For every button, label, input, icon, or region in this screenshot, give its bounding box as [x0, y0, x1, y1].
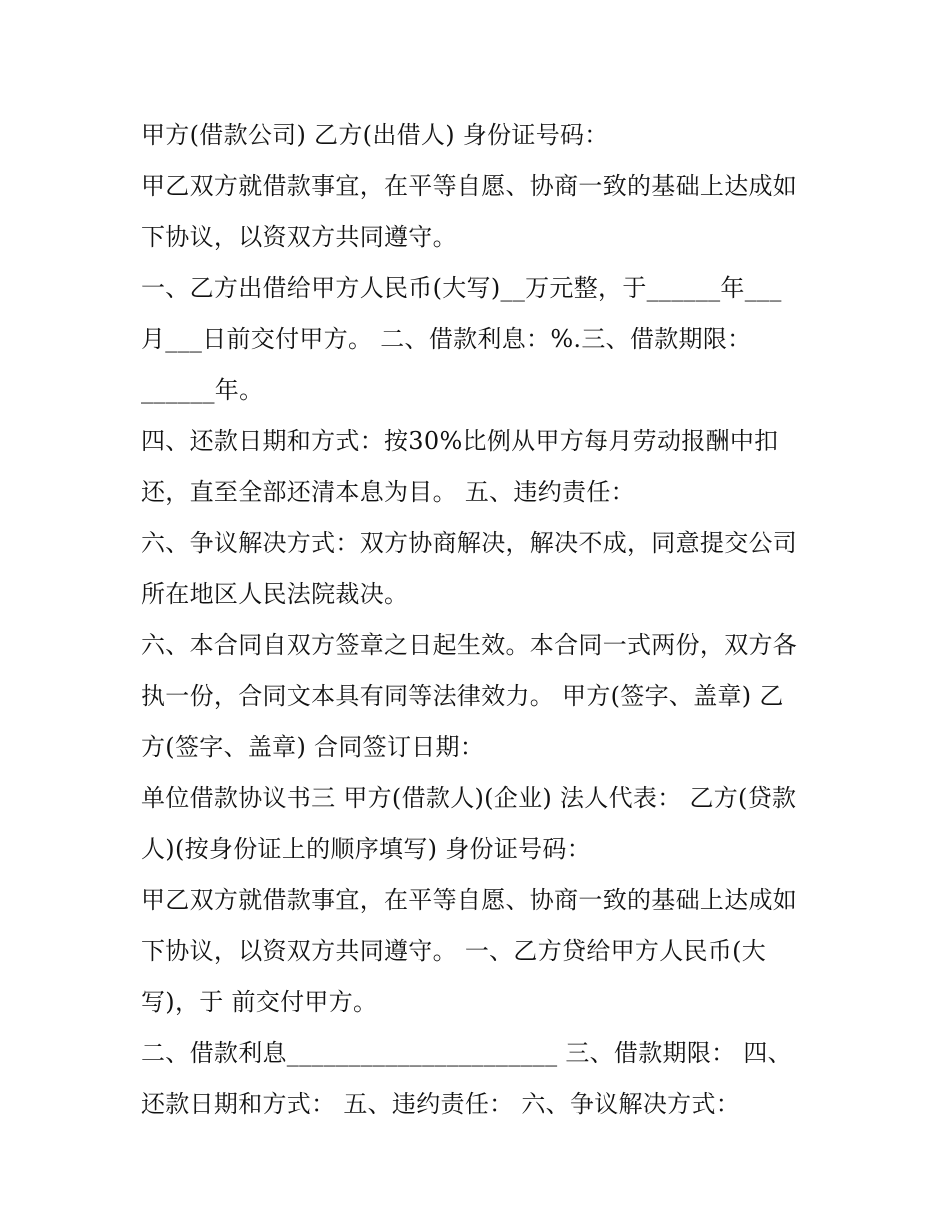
text-line: 六、争议解决方式：双方协商解决，解决不成，同意提交公司: [141, 529, 798, 557]
text-line: 写)，于 前交付甲方。: [141, 988, 378, 1016]
text-line: 二、借款利息______________________ 三、借款期限： 四、: [141, 1039, 792, 1067]
text-line: 六、本合同自双方签章之日起生效。本合同一式两份，双方各: [141, 631, 798, 659]
text-line: 四、还款日期和方式：按30%比例从甲方每月劳动报酬中扣: [141, 427, 779, 455]
text-line: 甲方(借款公司) 乙方(出借人) 身份证号码：: [141, 121, 609, 149]
text-line: 方(签字、盖章) 合同签订日期：: [141, 733, 485, 761]
text-line: 单位借款协议书三 甲方(借款人)(企业) 法人代表： 乙方(贷款: [141, 784, 797, 812]
text-line: 人)(按身份证上的顺序填写) 身份证号码：: [141, 835, 592, 863]
document-body: [141, 110, 821, 1130]
text-line: 一、乙方出借给甲方人民币(大写)__万元整，于______年___: [141, 274, 782, 302]
text-line: 执一份，合同文本具有同等法律效力。 甲方(签字、盖章) 乙: [141, 682, 784, 710]
text-line: 所在地区人民法院裁决。: [141, 580, 409, 608]
text-line: ______年。: [141, 376, 264, 404]
text-line: 还，直至全部还清本息为目。 五、违约责任：: [141, 478, 635, 506]
text-line: 月___日前交付甲方。 二、借款利息：%.三、借款期限：: [141, 325, 752, 353]
text-line: 下协议，以资双方共同遵守。: [141, 223, 457, 251]
text-line: 甲乙双方就借款事宜，在平等自愿、协商一致的基础上达成如: [141, 886, 798, 914]
text-line: 下协议，以资双方共同遵守。 一、乙方贷给甲方人民币(大: [141, 937, 767, 965]
text-line: 甲乙双方就借款事宜，在平等自愿、协商一致的基础上达成如: [141, 172, 798, 200]
text-line: 还款日期和方式： 五、违约责任： 六、争议解决方式：: [141, 1090, 741, 1118]
